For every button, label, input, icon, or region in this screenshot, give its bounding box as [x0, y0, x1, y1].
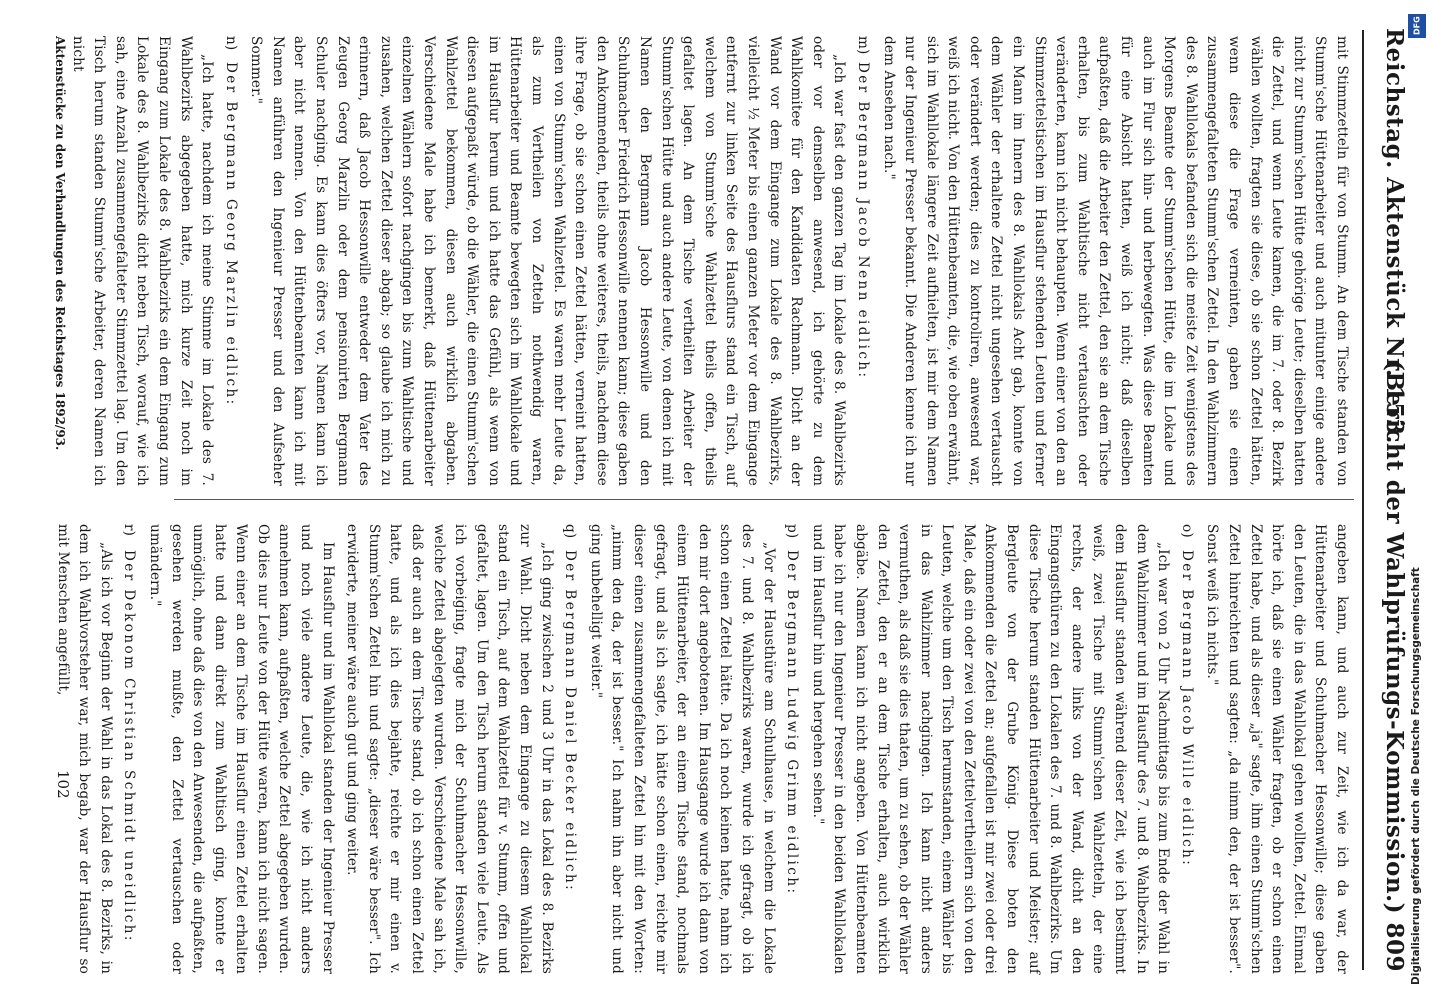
speaker-line [219, 36, 241, 486]
speaker-line [1175, 524, 1197, 974]
paragraph: mit Stimmzetteln für von Stumm. An dem Tische standen von Stumm'sche Hüttenarbeiter und auch mitunter einige andere nicht zur Stumm'schen Hütte gehörige Leute; dieselben hatten die Zettel, und wenn Leute kamen, die im 7. oder 8. Bezirk wählen wollten, fragten sie diese, ob sie schon Zettel hätten, wenn diese die Frage verneinten, gaben sie einen zusammengefalteten Stumm'schen Zettel. In den Wahlzimmern des 8. Wahllokals befanden sich die meiste Zeit wenigstens des Morgens Beamte der Stumm'schen Hütte, die im Lokale und auch im Flur sich hin- und herbewegten. Was diese Beamten für eine Absicht hatten, weiß ich nicht; daß dieselben aufpaßten, daß die Arbeiter den Zettel, den sie an dem Tische erhalten, bis zum Wahltische nicht vertauschten oder veränderten, kann ich nicht behaupten. Wenn einer von den an Stimmzettelstischen im Hausflur stehenden Leuten und ferner ein Mann im Innern des 8. Wahllokals Acht gab, konnte von dem Wähler der erhaltene Zettel nicht ungesehen vertauscht oder verändert werden; dies zu kontroliren, anwesend war, weiß ich nicht. Von den Hüttenbeamten, die, wie oben erwähnt, sich im Wahllokale längere Zeit aufhielten, ist mir dem Namen nur der Ingenieur Presser bekannt. Die Anderen kenne ich nur dem Ansehen nach." [880, 36, 1350, 486]
paragraph: „Ich hatte, nachdem ich meine Stimme im Lokale des 7. Wahlbezirks abgegeben hatte, mich kurze Zeit noch im Eingang zum Lokale des 8. Wahlbezirks ein dem Eingang zum Lokale des 8. Wahlbezirks dicht neben Tisch, worauf, wie ich sah, eine Anzahl zusammengefalteter Stimmzettel lag. Um den Tisch herum standen Stumm'sche Arbeiter, deren Namen ich nicht [69, 36, 216, 486]
column-divider [174, 499, 1354, 500]
speaker-name: Der Bergmann Daniel Becker eidlich: [562, 550, 579, 893]
speaker-line [118, 524, 140, 974]
footnote: Aktenstücke zu den Verhandlungen des Reichstages 1892/93. [53, 36, 67, 451]
dfg-logo: DFG [1408, 14, 1426, 38]
page-header [1372, 28, 1412, 972]
speaker-name: Der Bergmann Jacob Wille eidlich: [1178, 550, 1195, 868]
paragraph: Im Hausflur und im Wahllokal standen der Ingenieur Presser und noch viele andere Leute, die, wie ich nicht anders annehmen kann, aufpaßten, welche Zettel abgegeben wurden. Ob dies nur Leute von der Hütte waren, kann ich nicht sagen. Wenn einer an dem Tische im Hausflur einen Zettel erhalten hatte und dann direkt zum Wahltisch ging, konnte er unmöglich, ohne daß dies von den Anwesenden, die aufpaßten, gesehen werden mußte, den Zettel vertauschen oder umändern." [146, 524, 336, 974]
right-column [48, 524, 1352, 974]
speaker-name: Der Bergmann Jacob Nenn eidlich: [854, 62, 871, 380]
paragraph: „Ich war von 2 Uhr Nachmittags bis zum Ende der Wahl in dem Wahlzimmer und im Hausflur des 7. und 8. Wahlbezirks. In dem Hausflur standen während dieser Zeit, wie ich bestimmt weiß, zwei Tische mit Stumm'schen Wahlzetteln, der eine rechts, der andere links von der Wand, dicht an den Eingangsthüren zu den Lokalen des 7. und 8. Wahlbezirks. Um diese Tische herum standen Hüttenarbeiter und Meister; auf Bergleute von der Grube König. Diese boten den Ankommenden die Zettel an; aufgefallen ist mir zwei oder drei Male, daß ein oder zwei von den Zettelvertheilern sich von den Leuten, welche um den Tisch herumstanden, einem Wähler bis in das Wahlzimmer nachgingen. Ich kann nicht anders vermuthen, als daß sie dies thaten, um zu sehen, ob der Wähler den Zettel, den er an dem Tische erhalten, auch wirklich abgäbe. Namen kann ich nicht angeben. Von Hüttenbeamten habe ich nur den Ingenieur Presser in den beiden Wahllokalen und im Hausflur hin und hergehen sehen." [809, 524, 1172, 974]
paragraph: „Vor der Hausthüre am Schulhause, in welchem die Lokale des 7. und 8. Wahlbezirks waren, wurde ich gefragt, ob ich schon einen Zettel hätte. Da ich noch keinen hatte, nahm ich den mir dort angebotenen. Im Hausgange wurde ich dann von einem Hüttenarbeiter, der an einem Tische stand, nochmals gefragt, und als ich sagte, ich hätte schon einen, reichte mir dieser einen zusammengefalteten Zettel hin mit den Worten: „nimm den da, der ist besser." Ich nahm ihn aber nicht und ging unbehelligt weiter." [587, 524, 777, 974]
speaker-line [851, 36, 873, 486]
left-column [63, 36, 1352, 486]
speaker-label: n) [222, 36, 239, 51]
speaker-name: Der Bergmann Ludwig Grimm eidlich: [784, 550, 801, 896]
speaker-label: o) [1178, 524, 1195, 538]
paragraph: „Ich war fast den ganzen Tag im Lokale des 8. Wahlbezirks oder vor demselben anwesend, ich gehörte zu dem Wahlkomitee für den Kandidaten Rachmann. Dicht an der Wand vor dem Eingange zum Lokale des 8. Wahlbezirks, vielleicht ½ Meter bis einen ganzen Meter vor dem Eingange entfernt zur linken Seite des Hausflurs stand ein Tisch, auf welchem von Stumm'sche Wahlzettel theils offen, theils gefaltet lagen. An dem Tische vertheilten Arbeiter der Stumm'schen Hütte und auch andere Leute, von denen ich mit Namen den Bergmann Jacob Hessonwille und den Schuhmacher Friedrich Hessonwille nennen kann; diese gaben den Ankommenden, theils ohne weiteres, theils, nachdem diese ihre Frage, ob sie schon einen Zettel hätten, verneint hatten, einen von Stumm'schen Wahlzettel. Es waren mehr Leute da, als zum Vertheilen von Zetteln nothwendig waren, Hüttenarbeiter und Beamte bewegten sich im Wahllokale und im Hausflur herum und ich hatte das Gefühl, als wenn von diesen aufgepaßt würde, ob die Wähler, die einen Stumm'schen Wahlzettel bekommen, diesen auch wirklich abgaben. Verschiedene Male habe ich bemerkt, daß Hüttenarbeiter einzelnen Wählern sofort nachgingen bis zum Wahltische und zusahen, welchen Zettel dieser abgab; so glaube ich mich zu erinnern, daß Jacob Hessonwille entweder dem Vater des Zeugen Georg Marzlin oder dem pensionirten Bergmann Schuler nachging. Es kann dies öfters vor, Namen kann ich aber nicht nennen. Von den Hüttenbeamten kann ich mit Namen anführen den Ingenieur Presser und den Aufseher Sommer." [248, 36, 848, 486]
paragraph: „Ich ging zwischen 2 und 3 Uhr in das Lokal des 8. Bezirks zur Wahl. Dicht neben dem Eingange zu diesem Wahllokal stand ein Tisch, auf dem Wahlzettel für v. Stumm, offen und gefaltet, lagen. Um den Tisch herum standen viele Leute. Als ich vorbeiging, fragte mich der Schuhmacher Hessonwille, welche Zettel abgelegten wurden. Verschiedene Male sah ich, daß der auch an dem Tische stand, ob ich schon einen Zettel hatte, und als ich dies bejahte, reichte er mir einen v. Stumm'schen Zettel hin und sagte: „dieser wäre besser". Ich erwiderte, meiner wäre auch gut und ging weiter. [344, 524, 555, 974]
header-right: (Bericht der Wahlprüfungs-Kommission.) 809 [1381, 360, 1408, 972]
speaker-name: Der Bergmann Georg Marzlin eidlich: [222, 62, 239, 407]
paragraph: angeben kann, und auch zur Zeit, wie ich da war, der Hüttenarbeiter und Schuhmacher Hessonwille; diese gaben den Leuten, die in das Wahllokal gehen wollten, Zettel. Einmal hörte ich, daß sie einen Wähler fragten, ob er schon einen Zettel habe, und als dieser „ja" sagte, ihm einen Stumm'schen Zettel hinreichten und sagten: „da nimm den, der ist besser". Sonst weiß ich nichts." [1204, 524, 1350, 974]
speaker-label: m) [854, 36, 871, 55]
header-left: Reichstag. Aktenstück Nr. 153. [1381, 28, 1408, 444]
speaker-line [781, 524, 803, 974]
speaker-label: r) [121, 524, 138, 537]
speaker-line [559, 524, 581, 974]
header-rule [1362, 30, 1364, 970]
page-number: 102 [54, 770, 72, 799]
speaker-name: Der Dekonom Christian Schmidt uneidlich: [121, 550, 138, 943]
speaker-label: p) [784, 524, 801, 539]
digitization-note: Digitalisierung gefördert durch die Deutsche Forschungsgemeinschaft [1410, 567, 1422, 985]
speaker-label: q) [562, 524, 579, 539]
paragraph: „Als ich vor Beginn der Wahl in das Lokal des 8. Bezirks, in dem ich Wahlvorsteher war, mich begab, war der Hausflur so mit Menschen angefüllt, [54, 524, 114, 974]
